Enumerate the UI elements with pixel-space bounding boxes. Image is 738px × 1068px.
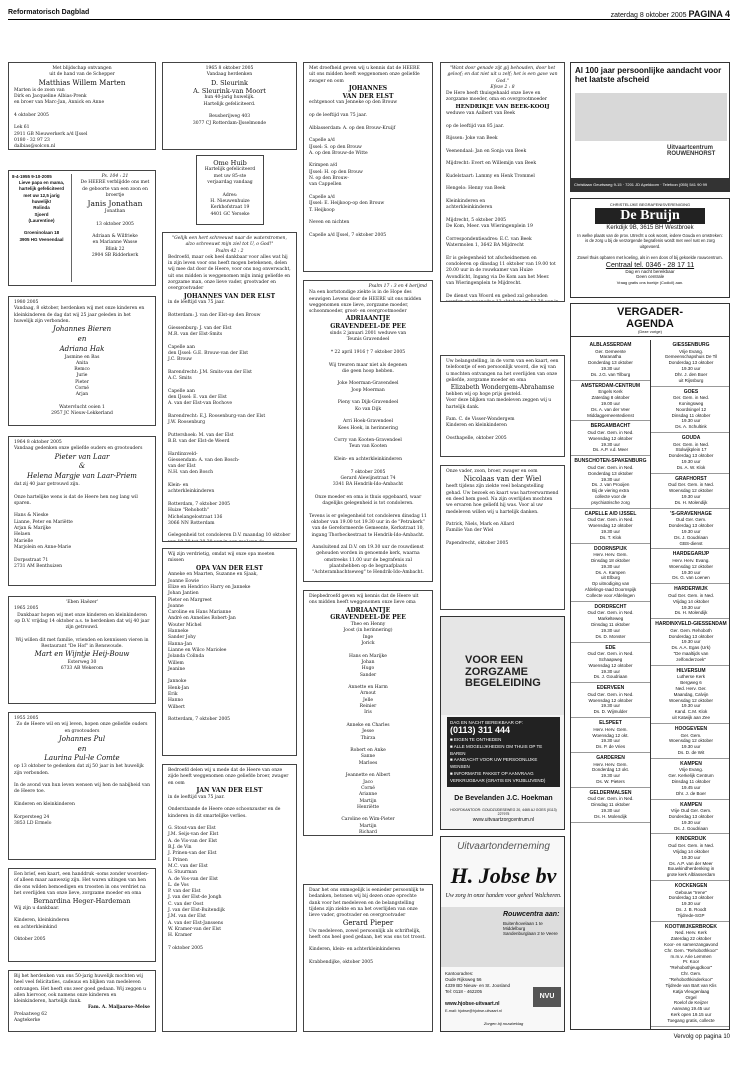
agenda-place: 'S-GRAVENHAGE bbox=[670, 510, 712, 517]
obituary-zwager-johannes: Met droefheid geven wij u kennis dat de HEERE uit ons midden heeft weggenomen onze geliefde zwager en oom JOHANNES VAN DER ELST echtgenoot van Jenneke op den Brouw op de leeftijd van 75 jaar. Alblasserdam: A. op den Brouw-Kruijf Capelle a/d IJssel: S. op den Brouw A. op den Brouw-de Witte Krimpen a/d IJssel: H. op den Brouw N. op den Brouw- van Cappellen Capelle a/d IJssel: E. Heijkoop-op den Brouw T. Heijkoop Neven en nichten Capelle a/d IJssel, 7 oktober 2005 bbox=[303, 62, 433, 272]
ad-uitvaartzorgcentrum-hoekman: VOOR EEN ZORGZAME BEGELEIDING DAG EN NACHT BEREIKBAAR OP: (0113) 311 444 ■ EIGEN TE ONTHEDEN ■ ALLE MOGELIJKHEDEN OM THUIS OP TE BAREN ■ AANDACHT VOOR UW PERSOONLIJKE WENSEN ■ INFORMATIE PAKKET OP AANVRAAG VERKRIJGBAAR (GRATIS EN VRIJBLIJVEND) De Bevelanden J.C. Hoekman HOOFDKANTOOR: GOUDZIJDESEWEG 20, 4465 AJ GOES (0113) 227975 www.uitvaartzorgcentrum.nl bbox=[440, 616, 565, 830]
agenda-item bbox=[571, 340, 650, 381]
agenda-place: GELDERMALSEN bbox=[589, 789, 632, 796]
agenda-details: Oud Ger. Gem. in Ned. Woensdag 12 oktober 19.30 uur Ds. A.P. v.d. Meer bbox=[587, 429, 634, 453]
anniversary-bieren-hak: 1980 2005 Vandaag, 8 oktober, herdenken wij met onze kinderen en kleinkinderen de dag dat wij 25 jaar geleden in het huwelijk zijn verbonden. Johannes Bieren en Adriana Hak Jasmine en Bas Anita Remco Jurie Pieter Corné Arjan Watervlucht ooien 1 2957 JC Nieuw-Lekkerland bbox=[8, 296, 156, 426]
agenda-details: Ned. Herv. Kerk Zaterdag 22 oktober Koor- en samenzangavond Chr. Gem. "Rehobothkoor" m.m.v. Arie Lemmen Pr. Koor "Rehobothjeugdkoor" Chr. Gem. "Rehobothkinderkoor" Tijdrede van Bart van Klis Katja Vleugenlaag Orgel Roelof de Keijzer Aanvang 19.45 uur Kerk open 19.15 uur Toegang gratis, collecte bbox=[663, 930, 719, 1023]
page-number: PAGINA 4 bbox=[688, 9, 730, 19]
agenda-place: KOOTWIJKERBROEK bbox=[665, 923, 717, 930]
obituary-opa-van-der-elst: Wij zijn verdrietig, omdat wij onze opa moeten missen OPA VAN DER ELST Anneke en Maarten, Suzanne en Sjaak, Joanne Eowie Elize en Hendrico Harry en Janneke Johan Jantien Pieter en Margreet Joanne Caroline en Hans Marianne André en Annelies Robert-Jan Wouter Michel Hanneke Sander Johy Hanna-Jan Lianne en Wilco Mariolee Jolanda Colinda Willem Jeanine Jannoke Henk-Jan Erik Hanno Wilbert Rotterdam, 7 oktober 2005 bbox=[162, 548, 297, 756]
agenda-details: Oud Ger. Gem. in Ned. Woensdag 12 oktober 19.30 uur Ds. T. Klok bbox=[587, 517, 634, 540]
agenda-place: ELSPEET bbox=[599, 720, 622, 727]
newspaper-name: Reformatorisch Dagblad bbox=[8, 9, 90, 16]
agenda-place: BUNSCHOTEN-SPAKENBURG bbox=[574, 458, 647, 465]
agenda-details: Ger. Gemeente Maranatha Donderdag 13 oktober 19.30 uur Ds. J.G. van Tilburg bbox=[588, 348, 633, 377]
ad-rouwenhorst: Al 100 jaar persoonlijke aandacht voor het laatste afscheid Uitvaartcentrum ROUWENHORST Christiaan Geurtsweg 9-15 · 7201 JD Apeldoorn · Telefoon (055) 541 90 99 bbox=[570, 62, 730, 192]
service-bullet: ■ ALLE MOGELIJKHEDEN OM THUIS OP TE BAREN bbox=[450, 743, 543, 756]
website-link[interactable]: www.uitvaartzorgcentrum.nl bbox=[472, 817, 535, 823]
agenda-place: GOES bbox=[683, 388, 699, 395]
agenda-details: Ger. Gem. Woensdag 12 oktober 19.30 uur Ds. D. de Wit bbox=[669, 732, 713, 756]
agenda-column-right bbox=[651, 340, 730, 1027]
agenda-title: VERGADER- AGENDA (Deze vorige) bbox=[571, 304, 729, 337]
agenda-details: Ger. Gem. in Ned. Stolwijkplein 17 Donderdag 13 oktober 19.30 uur Ds. A. W. Klok bbox=[668, 441, 714, 470]
agenda-details: Oud Ger. Gem. in Ned. Vrijdag 14 oktober 19.30 uur Ds. A.P. van der Meer Bouwkindherdenking in grote kerk Alblasserdam bbox=[666, 842, 716, 878]
agenda-details: Oud Ger. Gem. in Ned. Woensdag 12 oktober 19.30 uur Ds. H. Molendijk bbox=[667, 482, 715, 505]
agenda-item bbox=[651, 509, 730, 550]
obituary-oma-gravendeel: Diepbedroefd geven wij kennis dat de Heere uit ons midden heeft weggenomen onze lieve oma ADRIAANTJE GRAVENDEEL-DE PEE Theo en Henny Joost (in herinnering) Inge Jorick Hans en Marijke Johan Hugo Sander Annette en Harm Arnout Jelle Reinier Iris Anneke en Charles Jesse Thirza Robert en Anke Sanne Marloes Jeannette en Albert Jaco Corné Arianne Martijn Henriëtte Caroline en Wim-Pieter Martijn Richard bbox=[303, 590, 433, 836]
agenda-item bbox=[651, 800, 730, 835]
agenda-details: Engels Kerk Zaterdag 8 oktober 19.00 uur Ds. A. van der Veer Middaggemeentedienst bbox=[587, 389, 634, 418]
agenda-place: GARDEREN bbox=[596, 755, 625, 762]
agenda-item bbox=[651, 340, 730, 387]
agenda-item bbox=[571, 381, 650, 422]
nvu-logo: NVU bbox=[533, 987, 561, 1007]
agenda-item bbox=[651, 922, 730, 1027]
thanks-gerard-pieper: Daar het ons onmogelijk is eenieder persoonlijk te bedanken, betonen wij bij dezen onze oprechte dank voor het medeleven en de belangstelling tijdens zijn ziekte en na het overlijden van onze lieve vader, grootvader en overgrootvader Gerard Pieper Uw medeleven, zowel persoonlijk als schriftelijk, heeft ons heel goed gedaan, het was ons tot troost. Kinderen, klein- en achterkleinkinderen Krabbendijke, oktober 2005 bbox=[303, 884, 433, 1032]
firm-name: De Bevelanden J.C. Hoekman bbox=[454, 795, 553, 802]
agenda-details: Herv. Herv. Gem. Dinsdag 18 oktober 19.30 uur Ds. A. Kampen uit Elburg Op uitnodiging van Afdelings-raad Doornspijk Collecte voor Afdelingen bbox=[584, 552, 637, 598]
website-link[interactable]: www.hjobse-uitvaart.nl bbox=[445, 1001, 500, 1007]
agenda-item bbox=[651, 834, 730, 881]
agenda-place: HARDINXVELD-GIESSENDAM bbox=[655, 621, 727, 628]
thanks-wondergem: Uw belangstelling, in de vorm van een kaart, een telefoontje of een persoonlijk woord, die wij van u mochten ontvangen na het overlijden van onze geliefde, zorgzame moeder en oma Elizabeth Wondergem-Abrahamse hebben wij op hoge prijs gesteld. Voor deze blijken van medeleven zeggen wij u hartelijk dank. Fam. C. de Visser-Wondergem Kinderen en kleinkinderen Oosthapelle, oktober 2005 bbox=[440, 355, 565, 457]
agenda-item bbox=[651, 549, 730, 584]
agenda-details: Vrije Evang. Ger. Kerkelijk Centrum Dinsdag 11 oktober 19.45 uur Dhr. J. de Boer bbox=[668, 767, 714, 796]
agenda-details: Ger. Gem. Rehoboth Donderdag 13 oktober 19.30 uur Ds. A.A. Egas (Urk) "De maaltijds van zelfonderzoek" bbox=[668, 627, 714, 662]
agenda-item bbox=[571, 718, 650, 753]
agenda-place: DORDRECHT bbox=[594, 603, 627, 610]
agenda-place: HARDERWIJK bbox=[674, 586, 708, 593]
agenda-details: Oud Ger. Gem. Donderdag 13 oktober 19.30 uur Ds. J. Goudriaan GBS-dienst bbox=[668, 517, 714, 546]
thanks-van-der-wiel: Onze vader, zoon, broer, zwager en oom Nicolaas van der Wiel heeft tijdens zijn ziekte veel belangstelling gehad. Uw bezoek en kaart was hartverwarmend en deed hem goed. Na zijn overlijden mochten we ervaren hoe geliefd hij was. Voor al uw medeleven willen wij u hartelijk danken. Patrick, Niels, Mark en Allard Familie Van der Wiel Papendrecht, oktober 2005 bbox=[440, 465, 565, 610]
agenda-item bbox=[651, 759, 730, 800]
anniversary-van-laar: 1964 8 oktober 2005 Vandaag gedenken onze geliefde ouders en grootouders Pieter van Laar & Helena Margje van Laar-Priem dat zij 40 jaar getrouwd zijn. Onze hartelijke wens is dat de Heere hen nog lang wil sparen. Hans & Nieske Lianne, Peter en Mariëtte Arjan & Marijke Helaen Marielle Marjolein en Anne-Marie Dorpsstraat 71 2731 AM Benthuizen bbox=[8, 436, 156, 586]
agenda-place: GOUDA bbox=[681, 435, 701, 442]
agenda-item bbox=[571, 683, 650, 718]
agenda-place: KOCKENGEN bbox=[674, 883, 708, 890]
agenda-details: Oud Ger. Gem. in Ned. Woensdag 12 oktober 19.30 uur Ds. D. Wijmulder bbox=[587, 691, 634, 715]
agenda-details: Oud Ger. Gem. in Ned. Dinsdag 11 oktober 19.30 uur Ds. H. Molendijk bbox=[587, 796, 634, 819]
agenda-item bbox=[651, 724, 730, 759]
service-bullet: ■ INFORMATIE PAKKET OP AANVRAAG VERKRIJGBAAR (GRATIS EN VRIJBLIJVEND) bbox=[450, 770, 546, 783]
anniversary-pul: 1955 2005 Zo de Heere wil en wij leven, hopen onze geliefde ouders en grootouders Johannes Pul en Laurina Pul-le Comte op 13 oktober te gedenken dat zij 50 jaar in het huwelijk zijn verbonden. In de avond van hun leven wensen wij hen de nabijheid van de Heere toe. Kinderen en kleinkinderen Korpersteeg 24 3853 LD Ermelo bbox=[8, 712, 156, 860]
page-date: zaterdag 8 oktober 2005 PAGINA 4 bbox=[610, 9, 730, 19]
agenda-details: Herv. Herv. Gem. Woensdag 12 okt. 19.30 uur Ds. P. de Vries bbox=[592, 726, 629, 750]
agenda-place: GIESSENBURG bbox=[672, 342, 710, 348]
obituary-adriaantje-gravendeel: Psalm 17 : 3 en 4 berijmd Na een kortstondige ziekte is in de Hope des eeuwigen Levens door de HEERE uit ons midden weggenomen onze lieve, zorgzame moeder, schoonmoeder, groot- en overgrootmoeder ADRIAANTJE GRAVENDEEL-DE PEE sinds 2 januari 2001 weduwe van Teunis Gravendeel * 22 april 1916 † 7 oktober 2005 Wij treuren maar niet als degenen die geen hoop hebben. Joke Moerman-Gravendeel Joop Moerman Pieny van Dijk-Gravendeel Ko van Dijk Arri Hoek-Gravendeel Kees Hoek, in herinnering Corry van Kooten-Gravendeel Teun van Kooten Klein- en achterkleinkinderen 7 oktober 2005 Gerard Alewijnstraat 74 3341 BA Hendrik-Ido-Ambacht Onze moeder en oma is thuis opgebaard, waar dagelijks gelegenheid is tot condoleren. Tevens is er gelegenheid tot condoleren dinsdag 11 oktober van 19.00 tot 19.30 uur in de "Petrakerk" van de Gereformeerde Gemeente, Kerkstraat 10, ingang Thorbeckestraat te Hendrik-Ido-Ambacht. Aansluitend zal D.V. om 19.30 uur de rouwdienst gehouden worden in genoemde kerk, waarna omstreeks 11.00 uur de begrafenis zal plaatshebben op de begraafplaats "Achterambachtseweg" te Hendrik-Ido-Ambacht. bbox=[303, 280, 433, 582]
agenda-details: Oud Ger. Gem. in Ned. Vrijdag 14 oktober 19.30 uur Ds. H. Molendijk bbox=[667, 592, 715, 616]
ad-de-bruijn: CHRISTELIJKE BEGRAFENISVERENIGING De Bruijn Kerkdijk 9B, 3615 BH Westbroek In welke plaats van de prov. Utrecht u ook woont, iedere Gouda en omstreken: is de zorg u bij de verzorgende begrafenis wordt met veel rust en zorg uitgevoerd. Zowel thuis opbaren met koeling, als in een doos of bij gekoelde rouwcentrum. Centraal tel. 0346 - 28 17 11 Dag en nacht bereikbaar Geen centrale Vraag gratis ons boekje (Codicil) aan. bbox=[570, 198, 730, 298]
birth-announcement-matthias: Met blijdschap ontvangen uit de hand van de Schepper Matthias Willem Marten Marten is de zoon van Dirk en Jacqueline Albias-Prenk en broer van Marc-Jan, Annick en Anne 4 oktober 2005 Lek 61 2911 GB Nieuwerkerk a/d IJssel 0180 - 32 97 23 dalbias@solcon.nl bbox=[8, 62, 156, 150]
agenda-place: KAMPEN bbox=[680, 760, 702, 767]
agenda-place: BERGAMBACHT bbox=[590, 423, 631, 430]
agenda-details: Oud Ger. Gem. in Ned. Donderdag 13 oktober 19.30 uur Ds. J. van Prooijen Bij de viering extra collecte voor de psychiatrische zorg bbox=[587, 464, 634, 505]
agenda-details: Herv. Herv. Gem. Donderdag 13 okt. 19.30 uur Ds. W. Pieters bbox=[591, 761, 630, 785]
agenda-item bbox=[651, 474, 730, 509]
agenda-place: AMSTERDAM-CENTRUM bbox=[580, 382, 641, 389]
email-link[interactable]: E-mail: hjobse@hjobse-uitvaart.nl bbox=[445, 1009, 502, 1013]
agenda-item bbox=[571, 788, 650, 823]
agenda-item bbox=[571, 544, 650, 602]
obituary-hendrikje-van-beek: "Want door genade zijt gij behouden, door het geloof; en dat niet uit u zelf; het is een gave van God." Efeze 2 : 8 De Here heeft thuisgehaald onze lieve en zorgzame moeder, oma en overgrootmoeder HENDRIKJE VAN BEEK-KOOIJ weduwe van Aalbert van Beek op de leeftijd van 85 jaar. Rijssen: Joke van Beek Veenendaal: Jan en Sonja van Beek Mijdrecht: Evert en Willemijn van Beek Kudelstaart: Lammy en Henk Trommel Hengelo: Henny van Beek Kleinkinderen en achterkleinkinderen Mijdrecht, 5 oktober 2005 De Kom, Meer. van Wieringenplein 19 Correspondentieadres: E.C. van Beek Watermolen 1, 3642 BA Mijdrecht Er is gelegenheid tot afscheidnemen en condoleren op dinsdag 11 oktober van 19.00 tot 20.00 uur in de rouwkamer van Huize Avondlicht, Ingang via De Kom aan het Meer. van Wieringenplein te Mijdrecht. De dienst van Woord en gebed zal gehouden bbox=[440, 62, 565, 302]
agenda-place: HILVERSUM bbox=[676, 667, 706, 674]
anniversary-sleurink: 1965 8 oktober 2005 Vandaag herdenken D. Sleurink A. Sleurink-van Moort hun 40-jarig huwelijk. Hartelijk gefeliciteerd. Beusberijweg 403 3077 CJ Rotterdam-IJsselmonde bbox=[162, 62, 297, 150]
agenda-details: Gebouw "Irene" Donderdag 13 oktober 19.30 uur Ds. J. B. Roodt Tijdrede-SGP bbox=[668, 889, 714, 918]
agenda-details: Oud Ger. Gem. in Ned. Schaapweg Woensdag 12 oktober 19.30 uur Ds. J. Goudriaan bbox=[587, 651, 634, 680]
agenda-item bbox=[651, 666, 730, 724]
agenda-place: HOOGEVEEN bbox=[674, 726, 708, 732]
agenda-item bbox=[571, 602, 650, 643]
continued-on-page: Vervolg op pagina 10 bbox=[673, 1034, 730, 1040]
agenda-place: ALBLASSERDAM bbox=[589, 342, 632, 348]
agenda-details: Lutherse Kerk Bergweg 6 Ned. Herv. Ger. Maandag, Calvijn Woensdag 12 oktober 19.30 uur Kand. C.M. Klok uit Katwijk aan Zee bbox=[669, 674, 713, 721]
agenda-item bbox=[651, 433, 730, 474]
agenda-details: Herv. Herv. Evang. Woensdag 12 oktober 19.30 uur Ds. G. van Loenen bbox=[669, 557, 713, 581]
agenda-item bbox=[651, 619, 730, 666]
obituary-jan-van-der-elst: Bedroefd delen wij u mede dat de Heere van onze zijde heeft weggenomen onze geliefde broer, zwager en oom JAN VAN DER ELST in de leeftijd van 75 jaar. Onderstaande de Heere onze schoonzuster en de kinderen in dit smartelijke verlies. G. Stout-van der Elst J.M. Seijs-van der Elst A. de Vis-van der Elst B.J. de Vin J. Prinen-van der Elst I. Prinen M.C. van der Elst G. Stuurman A. de Vos-van der Elst L. de Vos P. van der Elst J. van der Elst-de Jongh C. van der Oost J. van der Elst-Buitendijk J.M. van der Elst A. van der Elst-Janssens W. Kramer-van der Elst H. Kramer 7 oktober 2005 bbox=[162, 764, 297, 1032]
anniversary-heij-bouw: 'Eben Haëzer' 1965 2005 Dankbaar hopen wij met onze kinderen en kleinkinderen op D.V. vrijdag 14 oktober a.s. te herdenken dat wij 40 jaar zijn getrouwd. Wij willen dit met familie, vrienden en kennissen vieren in Restaurant "De Hof" in Renswoude. Mart en Wijntje Heij-Bouw Esterweg 30 6733 AB Wekerom bbox=[8, 596, 156, 704]
ad-jobse-uitvaart: Uitvaartonderneming H. Jobse bv Uw zorg in onze handen voor geheel Walcheren. Rouwcentra aan: Buitenhovelaan 1 te Middelburg Sandenburglaan 2 te Veere Kantooradres: Oude Rijksweg 56 4339 BD Nieuw- en St. Joosland Tel: 0118 - 462205 www.hjobse-uitvaart.nl E-mail: hjobse@hjobse-uitvaart.nl NVU Zorgen bij rouwbeklag bbox=[440, 836, 565, 1032]
agenda-item bbox=[571, 643, 650, 684]
agenda-place: DOORNSPIJK bbox=[593, 545, 628, 552]
agenda-place: KAMPEN bbox=[680, 801, 702, 808]
agenda-details: Vrije Evang. Gemeenschapshuis De Til Donderdag 13 oktober 19.30 uur Dhr. J. den Boer uit Rijssburg bbox=[664, 348, 718, 383]
agenda-item bbox=[571, 753, 650, 788]
service-bullet: ■ EIGEN TE ONTHEDEN bbox=[450, 737, 502, 742]
agenda-item bbox=[651, 881, 730, 922]
agenda-place: GRAFHORST bbox=[675, 475, 707, 482]
agenda-item bbox=[571, 421, 650, 456]
agenda-item bbox=[651, 584, 730, 619]
obituary-johannes-van-der-elst: "Gelijk een hert schreeuwt naar de waterstromen, alzo schreeuwt mijn ziel tot U, o God!" Psalm 42 : 2 Bedroefd, maar ook heel dankbaar voor alles wat hij in zijn leven voor ons heeft mogen betekenen, delen wij mee dat door de Heere, voor ons nog onverwacht, uit ons midden is weggenomen mijn innig geliefde en zorgzame man, onze lieve vader, grootvader en overgrootvader JOHANNES VAN DER ELST in de leeftijd van 75 jaar. Rotterdam: J. van der Elst-op den Brouw Giessenburg: J. van der Elst M.R. van der Elst-Smits Capelle aan den IJssel: G.E. Brouw-van der Elst J.C. Brouw Barendrecht: J.M. Smits-van der Elst A.C. Smits Capelle aan den IJssel: E. van der Elst A. van der Elst-van Bochove Barendrecht: E.J. Roosenburg-van der Elst J.W. Roosenburg Puttershoek: M. van der Elst B.B. van der Elst-de Weerd Hardinxveld- Giessendam: A. van den Bosch- van der Elst N.H. van den Bosch Klein- en achterkleinkinderen Rotterdam, 7 oktober 2005 Huize "Rehoboth" Michelangelostraat 136 3066 NN Rotterdam Gelegenheid tot condoleren D.V. maandag 10 oktober bbox=[162, 232, 297, 542]
agenda-item bbox=[571, 456, 650, 508]
agenda-place: CAPELLE A/D IJSSEL bbox=[584, 510, 637, 517]
service-bullet-list bbox=[450, 737, 557, 784]
agenda-item bbox=[571, 509, 650, 544]
agenda-place: EDERVEEN bbox=[596, 685, 625, 692]
agenda-details: Ger. Gem. in Ned. Koningsweg Noordsingel 12 Dinsdag 11 oktober 19.30 uur Ds. A. Schultink bbox=[671, 395, 711, 430]
agenda-column-left bbox=[571, 340, 651, 1030]
thanks-maljaarse: Bij het herdenken van ons 50-jarig huwelijk mochten wij heel veel felicitaties, cadeaus en blijken van medeleven ontvangen. Het heeft ons zeer goed gedaan. Wij zeggen u allen hiervoor, ook namens onze kinderen en kleinkinderen, hartelijk dank. Fam. A. Maljaarse-Melse Prelaatweg 62 Aagtekerke bbox=[8, 970, 156, 1032]
page-header bbox=[8, 6, 730, 20]
thanks-heger: Een brief, een kaart, een handdruk -soms zonder woorden- of alleen maar aanwezig zijn. Het waren uitingen van hen die ons wilden bemoedigen en troosten in ons verdriet na het overlijden van onze lieve, zorgzame moeder en oma Bernardina Heger-Hardeman Wij zijn u dankbaar. Kinderen, kleinkinderen en achterkleinkind Oktober 2005 bbox=[8, 868, 156, 962]
birth-announcement-janis: 8-4-1955 9-10-2005 Lieve papa en mama, hartelijk gefeliciteerd met uw 12,5 jarig huwelijk! Rolinda Sjoerd (Laurentine) Groeninolaan 18 3905 HG Veenendaal Ps. 104 : 21 De HEERE verblijdde ons met de geboorte van een zoon en broertje Janis Jonathan Jonathan 13 oktober 2005 Adriaan & Wilfrieke en Marianne Wasse Blink 22 2904 SB Ridderkerk bbox=[8, 170, 156, 286]
agenda-item bbox=[651, 387, 730, 434]
birthday-ome-huib: Ome Huib Hartelijk gefeliciteerd met uw 85-ste verjaardag vandaag Adres: H. Nieuwenhuize Kerkhofstraat 19 4401 GC Yerseke bbox=[196, 155, 264, 225]
agenda-place: KINDERDIJK bbox=[675, 836, 707, 843]
agenda-details: Oud Ger. Gem. in Ned. Markelteweg Dinsdag 11 oktober 19.30 uur Ds. D. Monster bbox=[587, 610, 634, 639]
vergader-agenda bbox=[570, 303, 730, 1030]
agenda-place: HARDEGARIJP bbox=[672, 551, 710, 558]
building-photo bbox=[575, 93, 727, 141]
agenda-details: Vrije Oud Ger. Gem. Donderdag 13 oktober 19.30 uur Ds. J. Goudriaan bbox=[668, 808, 714, 831]
service-bullet: ■ AANDACHT VOOR UW PERSOONLIJKE WENSEN bbox=[450, 757, 538, 769]
agenda-place: EDE bbox=[605, 644, 616, 651]
